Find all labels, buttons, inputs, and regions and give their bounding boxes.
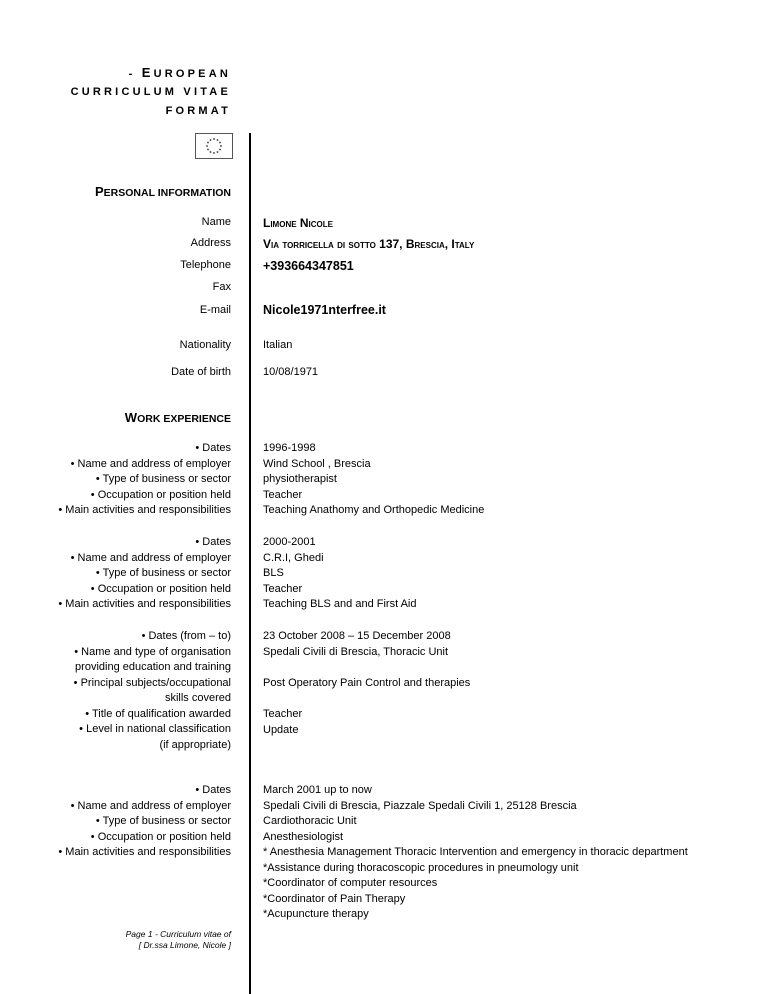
entry3-label-title: • Title of qualification awarded xyxy=(85,707,231,720)
telephone-value: +393664347851 xyxy=(263,259,354,273)
entry3-label-subj-2: skills covered xyxy=(164,692,231,704)
dob-value: 10/08/1971 xyxy=(263,366,319,378)
entry4-activity-5: *Acupuncture therapy xyxy=(263,908,369,920)
entry2-label-activities: • Main activities and responsibilities xyxy=(58,598,231,610)
entry2-label-dates: • Dates xyxy=(195,536,231,548)
header-line-1: - EUROPEAN xyxy=(128,65,231,80)
entry2-dates: 2000-2001 xyxy=(263,536,316,548)
entry4-sector: Cardiothoracic Unit xyxy=(263,815,357,827)
entry4-activity-3: *Coordinator of computer resources xyxy=(263,877,438,889)
fax-label: Fax xyxy=(212,281,231,293)
nationality-label: Nationality xyxy=(179,339,231,351)
entry3-label-org-1: • Name and type of organisation xyxy=(74,645,231,658)
name-label: Name xyxy=(201,216,231,228)
eu-flag-icon xyxy=(195,133,233,159)
entry2-activities: Teaching BLS and and First Aid xyxy=(263,598,417,610)
entry1-position: Teacher xyxy=(263,488,303,501)
personal-information-heading: PERSONAL INFORMATION xyxy=(94,184,231,199)
entry3-label-level-1: • Level in national classification xyxy=(79,723,231,735)
entry4-label-employer: • Name and address of employer xyxy=(70,799,231,812)
entry4-activity-4: *Coordinator of Pain Therapy xyxy=(263,892,406,905)
entry4-label-dates: • Dates xyxy=(195,784,231,796)
entry2-sector: BLS xyxy=(263,567,284,579)
entry3-subjects: Post Operatory Pain Control and therapies xyxy=(263,677,471,689)
entry1-values xyxy=(263,441,484,519)
entry4-activity-2: *Assistance during thoracoscopic procedures in pneumology unit xyxy=(263,861,579,874)
entry4-labels xyxy=(58,783,231,861)
entry3-title: Teacher xyxy=(263,708,303,720)
entry3-label-dates: • Dates (from – to) xyxy=(141,630,231,642)
entry1-label-sector: • Type of business or sector xyxy=(95,473,231,485)
page-footer xyxy=(126,929,231,951)
entry2-labels xyxy=(58,535,231,613)
footer-line-2: [ Dr.ssa Limone, Nicole ] xyxy=(138,940,231,950)
entry1-dates: 1996-1998 xyxy=(263,442,316,454)
entry2-position: Teacher xyxy=(263,582,303,595)
entry2-label-employer: • Name and address of employer xyxy=(70,551,231,564)
email-value: Nicole1971nterfree.it xyxy=(263,303,386,317)
header-line-3: FORMAT xyxy=(165,105,231,117)
entry2-values xyxy=(263,535,416,613)
entry2-label-position: • Occupation or position held xyxy=(90,582,231,595)
entry1-label-activities: • Main activities and responsibilities xyxy=(58,504,231,516)
column-divider xyxy=(249,133,251,994)
page-number: 1 xyxy=(147,929,153,939)
entry4-position: Anesthesiologist xyxy=(263,830,344,843)
address-value: Via torricella di sotto 137, Brescia, Italy xyxy=(263,237,475,251)
entry1-label-employer: • Name and address of employer xyxy=(70,457,231,470)
entry4-employer: Spedali Civili di Brescia, Piazzale Spedali Civili 1, 25128 Brescia xyxy=(263,799,577,812)
entry3-label-org-2: providing education and training xyxy=(75,661,231,673)
entry3-labels xyxy=(74,629,231,753)
entry3-level: Update xyxy=(263,724,299,736)
entry3-org: Spedali Civili di Brescia, Thoracic Unit xyxy=(263,646,449,658)
entry4-label-position: • Occupation or position held xyxy=(90,830,231,843)
entry1-label-dates: • Dates xyxy=(195,442,231,454)
telephone-label: Telephone xyxy=(180,259,231,271)
email-label: E-mail xyxy=(199,304,231,316)
address-label: Address xyxy=(190,237,231,249)
dob-label: Date of birth xyxy=(171,366,231,378)
work-experience-heading: WORK EXPERIENCE xyxy=(124,410,231,425)
footer-line-1: Page 1 - Curriculum vitae of xyxy=(125,929,231,939)
entry4-label-activities: • Main activities and responsibilities xyxy=(58,846,231,858)
entry2-employer: C.R.I, Ghedi xyxy=(263,551,324,564)
header-line-2: CURRICULUM VITAE xyxy=(70,86,231,98)
entry1-activities: Teaching Anathomy and Orthopedic Medicine xyxy=(263,504,485,516)
entry4-values xyxy=(263,783,688,923)
name-value: Limone Nicole xyxy=(263,216,333,230)
entry3-label-subj-1: • Principal subjects/occupational xyxy=(73,676,231,689)
entry1-sector: physiotherapist xyxy=(263,473,337,485)
entry4-activity-1: * Anesthesia Management Thoracic Intervention and emergency in thoracic department xyxy=(263,846,688,858)
entry3-dates: 23 October 2008 – 15 December 2008 xyxy=(263,630,451,642)
entry4-dates: March 2001 up to now xyxy=(263,784,372,796)
nationality-value: Italian xyxy=(263,339,293,351)
entry3-label-level-2: (if appropriate) xyxy=(159,738,231,751)
entry1-label-position: • Occupation or position held xyxy=(90,488,231,501)
entry1-labels xyxy=(58,441,231,519)
entry4-label-sector: • Type of business or sector xyxy=(95,815,231,827)
entry1-employer: Wind School , Brescia xyxy=(263,457,371,470)
entry2-label-sector: • Type of business or sector xyxy=(95,567,231,579)
